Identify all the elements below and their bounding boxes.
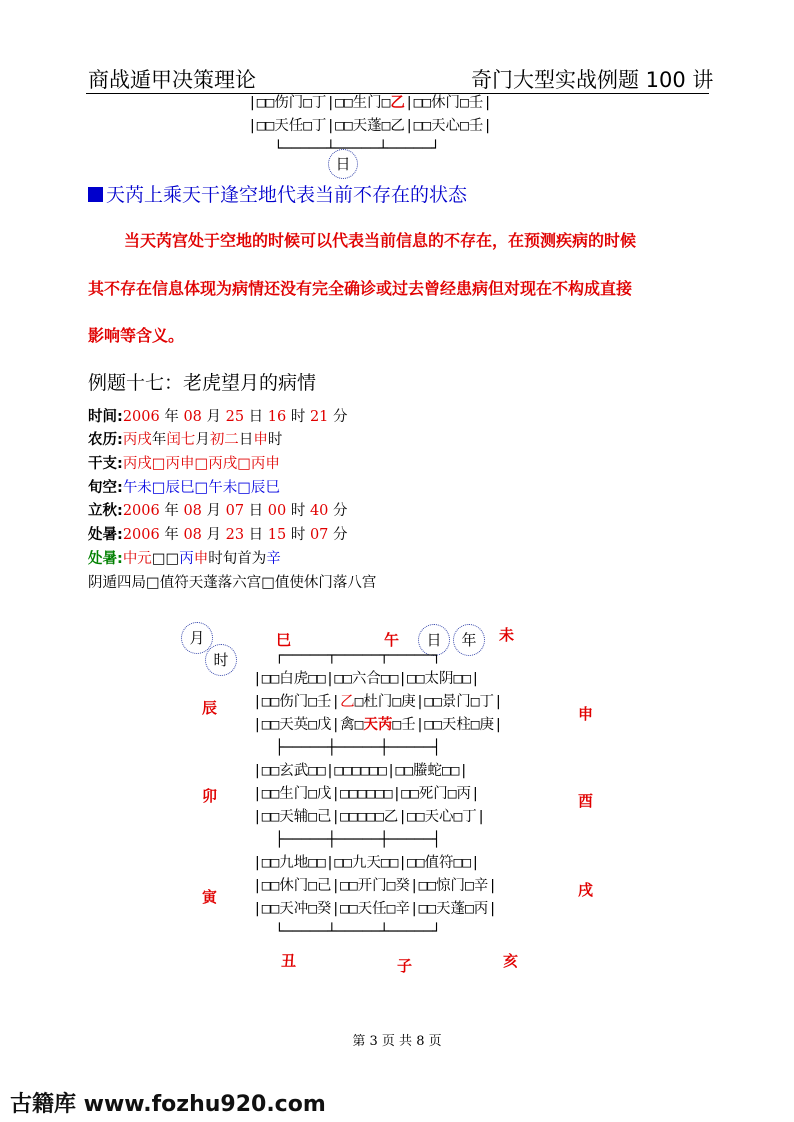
branch-wei: 未 xyxy=(499,626,515,644)
paragraph-line-1: 当天芮宫处于空地的时候可以代表当前信息的不存在，在预测疾病的时候 xyxy=(124,231,637,250)
branch-shen: 申 xyxy=(578,705,594,723)
chart-separator-2: ├─────┼─────┼─────┤ xyxy=(275,832,441,848)
chart-separator-1: ├─────┼─────┼─────┤ xyxy=(275,740,441,756)
chart-row-7: |□□九地□□|□□九天□□|□□值符□□| xyxy=(253,855,480,871)
branch-you: 酉 xyxy=(578,792,594,810)
top-grid-row-3: └─────┴─────┴─────┘ xyxy=(274,141,440,157)
chart-border-bottom: └─────┴─────┴─────┘ xyxy=(275,924,441,940)
section-heading: 天芮上乘天干逢空地代表当前不存在的状态 xyxy=(88,180,467,207)
branch-xu: 戌 xyxy=(578,881,594,899)
chart-row-1: |□□白虎□□|□□六合□□|□□太阴□□| xyxy=(253,671,480,687)
info-liqiu: 立秋:2006 年 08 月 07 日 00 时 40 分 xyxy=(88,503,348,519)
chart-row-2: |□□伤门□壬|乙□杜门□庚|□□景门□丁| xyxy=(253,694,503,710)
info-chushu: 处暑:2006 年 08 月 23 日 15 时 07 分 xyxy=(88,527,348,543)
chart-row-4: |□□玄武□□|□□□□□□|□□螣蛇□□| xyxy=(253,763,469,779)
info-lunar: 农历:丙戌年闰七月初二日申时 xyxy=(88,432,283,448)
header-right-title: 奇门大型实战例题 100 讲 xyxy=(471,68,714,92)
year-circle-marker: 年 xyxy=(453,624,485,656)
branch-hai: 亥 xyxy=(503,952,519,970)
info-ganzhi: 干支:丙戌□丙申□丙戌□丙申 xyxy=(88,456,280,472)
chart-row-5: |□□生门□戊|□□□□□□|□□死门□丙| xyxy=(253,786,480,802)
paragraph-line-2: 其不存在信息体现为病情还没有完全确诊或过去曾经患病但对现在不构成直接 xyxy=(88,279,633,298)
branch-chen: 辰 xyxy=(202,699,218,717)
paragraph-line-3: 影响等含义。 xyxy=(88,326,185,345)
watermark-url: 古籍库 www.fozhu920.com xyxy=(10,1092,326,1117)
chart-border-top: ┌─────┬─────┬─────┐ xyxy=(275,648,441,664)
info-xunkong: 旬空:午未□辰巳□午未□辰巳 xyxy=(88,480,280,496)
hour-circle-marker: 时 xyxy=(205,644,237,676)
branch-zi: 子 xyxy=(397,957,413,975)
chart-row-9: |□□天冲□癸|□□天任□辛|□□天蓬□丙| xyxy=(253,901,497,917)
info-yuan: 处暑:中元□□丙申时旬首为辛 xyxy=(88,551,281,567)
header-left-title: 商战遁甲决策理论 xyxy=(88,68,256,92)
branch-chou: 丑 xyxy=(281,952,297,970)
top-grid-row-2: |□□天任□丁|□□天蓬□乙|□□天心□壬| xyxy=(248,118,492,134)
page-footer: 第 3 页 共 8 页 xyxy=(352,1034,442,1049)
qimen-chart-grid xyxy=(253,645,503,944)
chart-row-3: |□□天英□戊|禽□天芮□壬|□□天柱□庚| xyxy=(253,717,503,733)
top-grid-row-1: |□□伤门□丁|□□生门□乙|□□休门□壬| xyxy=(248,95,492,111)
branch-wu: 午 xyxy=(384,631,400,649)
chart-row-6: |□□天辅□己|□□□□□乙|□□天心□丁| xyxy=(253,809,486,825)
day-circle-marker: 日 xyxy=(328,149,358,179)
moon-circle-marker: 月 xyxy=(181,622,213,654)
info-ju: 阴遁四局□值符天蓬落六宫□值使休门落八宫 xyxy=(88,575,377,591)
branch-mao: 卯 xyxy=(202,787,218,805)
branch-yin: 寅 xyxy=(202,888,218,906)
info-time: 时间:2006 年 08 月 25 日 16 时 21 分 xyxy=(88,409,348,425)
day-circle-marker-2: 日 xyxy=(418,624,450,656)
square-bullet-icon xyxy=(88,187,103,202)
top-grid xyxy=(248,92,492,161)
example-title: 例题十七：老虎望月的病情 xyxy=(88,372,317,394)
chart-row-8: |□□休门□己|□□开门□癸|□□惊门□辛| xyxy=(253,878,497,894)
branch-si: 巳 xyxy=(276,631,292,649)
